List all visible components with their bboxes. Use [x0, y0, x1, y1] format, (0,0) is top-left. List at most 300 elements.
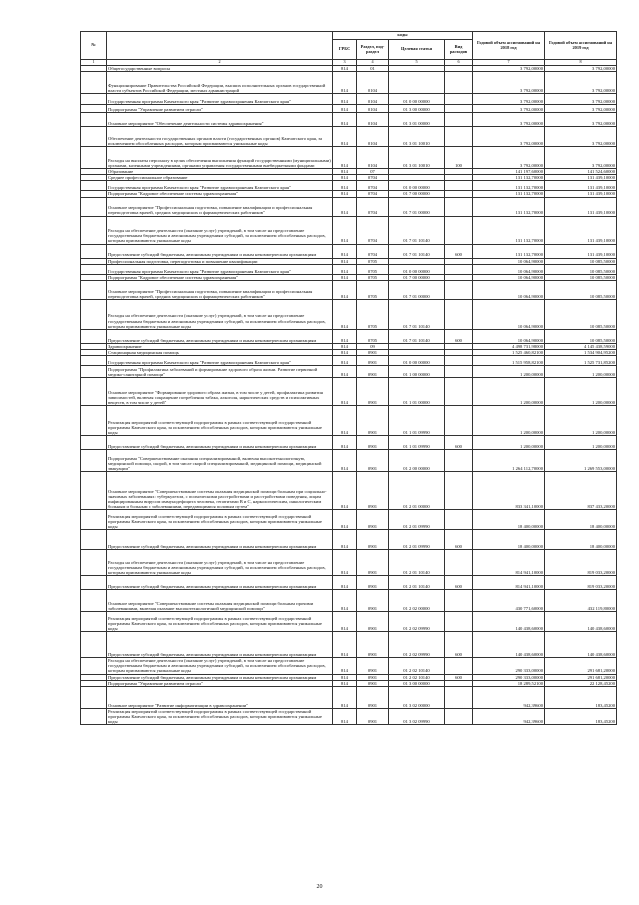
row-name-cell: Расходы на обеспечение деятельности (оказание услуг) учреждений, в том числе на предоставление государственным бюджетным и автономным учреждениям субсидий, за исключением обособленных расходов, которым присваиваются уникальные коды	[107, 216, 333, 244]
row-name-cell: Профессиональная подготовка, переподготовка и повышение квалификации	[107, 258, 333, 264]
row-grbs-cell: 814	[333, 674, 357, 680]
row-2019-amount-cell: 3 792,00000	[545, 105, 617, 113]
row-target-article-cell: 01 1 01 09990	[389, 406, 445, 436]
row-2018-amount-cell: 131 132,70000	[473, 191, 545, 197]
row-grbs-cell: 814	[333, 349, 357, 355]
row-expense-type-cell	[445, 72, 473, 94]
row-name-cell: Основное мероприятие "Профессиональная подготовка, повышение квалификации и профессиональная переподготовка врачей, средних медицинских и фармацевтических работников"	[107, 280, 333, 299]
row-2018-amount-cell: 430 771,60000	[473, 590, 545, 612]
row-expense-type-cell	[445, 197, 473, 216]
row-expense-type-cell	[445, 113, 473, 127]
row-2018-amount-cell: 833 341,10000	[473, 472, 545, 510]
row-grbs-cell: 814	[333, 510, 357, 530]
header-expense-type: Вид расходов	[445, 40, 473, 60]
table-row	[81, 406, 617, 436]
row-target-article-cell: 01 2 00 00000	[389, 450, 445, 472]
row-target-article-cell: 01 0 00 00000	[389, 181, 445, 191]
row-razdel-cell: 0901	[357, 378, 389, 406]
row-2019-amount-cell: 819 033,20000	[545, 550, 617, 576]
row-2018-amount-cell: 942,39600	[473, 708, 545, 724]
row-number-cell	[81, 216, 107, 244]
row-2019-amount-cell: 183,45200	[545, 708, 617, 724]
row-target-article-cell: 01 7 00 00000	[389, 191, 445, 197]
row-target-article-cell: 01 0 00 00000	[389, 264, 445, 274]
row-2018-amount-cell: 18 289,52100	[473, 680, 545, 686]
table-row	[81, 181, 617, 191]
row-grbs-cell: 814	[333, 590, 357, 612]
row-grbs-cell: 814	[333, 66, 357, 72]
row-name-cell: Среднее профессиональное образование	[107, 175, 333, 181]
row-number-cell	[81, 686, 107, 708]
row-2019-amount-cell: 1 200,00000	[545, 406, 617, 436]
row-2019-amount-cell: 140 438,60000	[545, 632, 617, 658]
row-2019-amount-cell: 183,45200	[545, 686, 617, 708]
row-name-cell: Реализация мероприятий соответствующей подпрограммы в рамках соответствующей государственной программы Камчатского края, за исключением обособленных расходов, которым присваиваются уникальные коды	[107, 612, 333, 632]
row-number-cell	[81, 244, 107, 258]
row-number-cell	[81, 280, 107, 299]
row-number-cell	[81, 436, 107, 450]
row-razdel-cell: 0901	[357, 366, 389, 378]
row-grbs-cell: 814	[333, 378, 357, 406]
row-name-cell: Основное мероприятие "Формирование здорового образа жизни, в том числе у детей, профилактика развития зависимостей, включая сокращение потребления табака, алкоголя, наркотических средств и психоактивных веществ, в том числе у детей"	[107, 378, 333, 406]
row-target-article-cell: 01 2 02 00000	[389, 590, 445, 612]
row-2019-amount-cell: 837 433,20000	[545, 472, 617, 510]
row-name-cell: Расходы на обеспечение деятельности (оказание услуг) учреждений, в том числе на предоставление государственным бюджетным и автономным учреждениям субсидий, за исключением обособленных расходов, которым присваиваются уникальные коды	[107, 658, 333, 674]
table-row	[81, 436, 617, 450]
row-target-article-cell: 01 3 01 10010	[389, 127, 445, 147]
row-number-cell	[81, 356, 107, 366]
table-row	[81, 576, 617, 590]
row-2018-amount-cell: 290 333,00000	[473, 674, 545, 680]
row-target-article-cell: 01 2 02 10140	[389, 674, 445, 680]
row-2018-amount-cell: 3 792,00000	[473, 94, 545, 105]
row-grbs-cell: 814	[333, 169, 357, 175]
row-name-cell: Подпрограмма "Совершенствование оказания специализированной, включая высокотехнологичную, медицинской помощи, скорой, в том числе скорой специализированной, медицинской помощи, медицинской эвакуации"	[107, 450, 333, 472]
row-2019-amount-cell: 131 439,10000	[545, 181, 617, 191]
row-razdel-cell: 0104	[357, 94, 389, 105]
row-2018-amount-cell: 1 200,00000	[473, 436, 545, 450]
row-number-cell	[81, 472, 107, 510]
row-razdel-cell: 0705	[357, 329, 389, 343]
row-expense-type-cell: 600	[445, 576, 473, 590]
column-number-cell: 7	[473, 60, 545, 66]
row-target-article-cell: 01 3 00 00000	[389, 680, 445, 686]
row-expense-type-cell	[445, 406, 473, 436]
row-2019-amount-cell: 140 438,60000	[545, 612, 617, 632]
row-grbs-cell: 814	[333, 576, 357, 590]
row-name-cell: Основное мероприятие "Совершенствование системы оказания медицинской помощи больным при социально-значимых заболеваниях: туберкулезом, с психическими расстройствами и расстройствами поведения, лицам инфицированным вирусом иммунодефицита человека, гепатитами В и С, наркологическим, онкологическим больным и больным с заболеваниями, передающимися половым путем"	[107, 472, 333, 510]
table-row	[81, 105, 617, 113]
row-grbs-cell: 814	[333, 472, 357, 510]
row-razdel-cell: 0704	[357, 216, 389, 244]
row-grbs-cell: 814	[333, 258, 357, 264]
row-target-article-cell: 01 2 01 00000	[389, 472, 445, 510]
table-row	[81, 113, 617, 127]
header-razdel: Раздел, под-раздел	[357, 40, 389, 60]
table-row	[81, 94, 617, 105]
row-2018-amount-cell: 3 792,00000	[473, 66, 545, 72]
row-name-cell: Основное мероприятие "Обеспечение деятельности системы здравоохранения"	[107, 113, 333, 127]
row-2018-amount-cell: 1 515 958,82100	[473, 356, 545, 366]
row-expense-type-cell	[445, 450, 473, 472]
row-2018-amount-cell: 10 064,90000	[473, 280, 545, 299]
row-razdel-cell: 0901	[357, 349, 389, 355]
row-2018-amount-cell: 10 064,90000	[473, 299, 545, 329]
row-number-cell	[81, 127, 107, 147]
row-number-cell	[81, 510, 107, 530]
row-expense-type-cell	[445, 686, 473, 708]
row-name-cell: Подпрограмма "Управление развитием отрасли"	[107, 680, 333, 686]
row-razdel-cell: 0104	[357, 72, 389, 94]
row-2018-amount-cell: 942,39600	[473, 686, 545, 708]
row-target-article-cell: 01 7 01 00000	[389, 280, 445, 299]
row-name-cell: Подпрограмма "Кадровое обеспечение системы здравоохранения"	[107, 191, 333, 197]
header-target-article: Целевая статья	[389, 40, 445, 60]
row-grbs-cell: 814	[333, 105, 357, 113]
row-number-cell	[81, 197, 107, 216]
row-target-article-cell: 01 2 01 09990	[389, 530, 445, 550]
row-2018-amount-cell: 140 438,60000	[473, 632, 545, 658]
table-row	[81, 708, 617, 724]
table-row	[81, 366, 617, 378]
row-2019-amount-cell: 291 681,20000	[545, 674, 617, 680]
row-expense-type-cell	[445, 216, 473, 244]
row-name-cell: Стационарная медицинская помощь	[107, 349, 333, 355]
header-2019: Годовой объем ассигнований на 2019 год	[545, 32, 617, 60]
row-name-cell: Расходы на выплаты персоналу в целях обеспечения выполнения функций государственными (муниципальными) органами, казенными учреждениями, органами управления государственными внебюджетными фондами	[107, 147, 333, 169]
row-razdel-cell: 0705	[357, 280, 389, 299]
row-razdel-cell: 0901	[357, 530, 389, 550]
row-expense-type-cell	[445, 658, 473, 674]
row-2019-amount-cell: 3 792,00000	[545, 66, 617, 72]
column-number-cell: 2	[107, 60, 333, 66]
row-grbs-cell: 814	[333, 406, 357, 436]
row-name-cell: Предоставление субсидий бюджетным, автономным учреждениям и иным некоммерческим организациям	[107, 436, 333, 450]
row-2018-amount-cell: 10 064,90000	[473, 329, 545, 343]
row-2018-amount-cell: 3 792,00000	[473, 105, 545, 113]
row-target-article-cell: 01 7 00 00000	[389, 274, 445, 280]
row-2019-amount-cell: 1 525 731,85200	[545, 356, 617, 366]
row-name-cell: Государственная программа Камчатского края "Развитие здравоохранения Камчатского края"	[107, 94, 333, 105]
row-target-article-cell: 01 7 01 00000	[389, 197, 445, 216]
row-razdel-cell: 0901	[357, 632, 389, 658]
row-grbs-cell: 814	[333, 632, 357, 658]
row-2018-amount-cell: 3 792,00000	[473, 147, 545, 169]
row-razdel-cell: 0704	[357, 175, 389, 181]
row-number-cell	[81, 147, 107, 169]
row-expense-type-cell	[445, 181, 473, 191]
row-2018-amount-cell: 131 132,70000	[473, 244, 545, 258]
column-number-cell: 5	[389, 60, 445, 66]
row-target-article-cell: 01 2 01 10140	[389, 576, 445, 590]
table-row	[81, 216, 617, 244]
row-expense-type-cell: 600	[445, 632, 473, 658]
row-target-article-cell: 01 7 01 10140	[389, 216, 445, 244]
row-target-article-cell: 01 0 00 00000	[389, 356, 445, 366]
row-target-article-cell: 01 1 01 09990	[389, 436, 445, 450]
row-target-article-cell: 01 2 01 09990	[389, 510, 445, 530]
row-number-cell	[81, 658, 107, 674]
row-grbs-cell: 814	[333, 550, 357, 576]
row-grbs-cell: 814	[333, 191, 357, 197]
row-razdel-cell: 0705	[357, 299, 389, 329]
row-razdel-cell: 0901	[357, 674, 389, 680]
row-target-article-cell: 01 2 02 10140	[389, 658, 445, 674]
row-razdel-cell: 0901	[357, 576, 389, 590]
row-2019-amount-cell: 3 792,00000	[545, 72, 617, 94]
row-name-cell: Образование	[107, 169, 333, 175]
row-name-cell: Предоставление субсидий бюджетным, автономным учреждениям и иным некоммерческим организациям	[107, 576, 333, 590]
row-target-article-cell: 01 2 02 09990	[389, 632, 445, 658]
row-grbs-cell: 814	[333, 612, 357, 632]
row-name-cell: Основное мероприятие "Профессиональная подготовка, повышение квалификации и профессиональная переподготовка врачей, средних медицинских и фармацевтических работников"	[107, 197, 333, 216]
row-expense-type-cell: 600	[445, 436, 473, 450]
table-row	[81, 530, 617, 550]
row-2019-amount-cell: 291 681,20000	[545, 658, 617, 674]
row-number-cell	[81, 113, 107, 127]
row-2018-amount-cell: 4 498 731,98000	[473, 343, 545, 349]
row-name-cell: Предоставление субсидий бюджетным, автономным учреждениям и иным некоммерческим организациям	[107, 530, 333, 550]
row-2018-amount-cell: 1 525 460,82100	[473, 349, 545, 355]
row-name-cell: Подпрограмма "Профилактика заболеваний и формирование здорового образа жизни. Развитие первичной медико-санитарной помощи"	[107, 366, 333, 378]
table-row	[81, 378, 617, 406]
row-name-cell: Государственная программа Камчатского края "Развитие здравоохранения Камчатского края"	[107, 264, 333, 274]
row-name-cell: Подпрограмма "Кадровое обеспечение системы здравоохранения"	[107, 274, 333, 280]
row-expense-type-cell	[445, 366, 473, 378]
row-name-cell: Функционирование Правительства Российской Федерации, высших исполнительных органов государственной власти субъектов Российской Федерации, местных администраций	[107, 72, 333, 94]
column-number-cell: 8	[545, 60, 617, 66]
row-grbs-cell: 814	[333, 686, 357, 708]
row-expense-type-cell	[445, 356, 473, 366]
row-grbs-cell: 814	[333, 450, 357, 472]
row-grbs-cell: 814	[333, 197, 357, 216]
row-name-cell: Расходы на обеспечение деятельности (оказание услуг) учреждений, в том числе на предоставление государственным бюджетным и автономным учреждениям субсидий, за исключением обособленных расходов, которым присваиваются уникальные коды	[107, 550, 333, 576]
row-2019-amount-cell: 10 085,50000	[545, 280, 617, 299]
row-grbs-cell: 814	[333, 181, 357, 191]
row-2018-amount-cell: 18 400,00000	[473, 530, 545, 550]
row-2018-amount-cell: 18 400,00000	[473, 510, 545, 530]
header-codes-group: коды	[333, 32, 473, 40]
row-name-cell: Реализация мероприятий соответствующей подпрограммы в рамках соответствующей государственной программы Камчатского края, за исключением обособленных расходов, которым присваиваются уникальные коды	[107, 708, 333, 724]
row-2019-amount-cell: 10 085,50000	[545, 274, 617, 280]
row-2018-amount-cell: 290 333,00000	[473, 658, 545, 674]
row-2019-amount-cell: 1 269 553,00000	[545, 450, 617, 472]
row-number-cell	[81, 366, 107, 378]
row-target-article-cell: 01 3 02 00000	[389, 686, 445, 708]
row-2019-amount-cell: 1 200,00000	[545, 436, 617, 450]
row-razdel-cell: 0901	[357, 612, 389, 632]
row-name-cell: Государственная программа Камчатского края "Развитие здравоохранения Камчатского края"	[107, 356, 333, 366]
row-expense-type-cell	[445, 550, 473, 576]
table-body	[81, 66, 617, 725]
row-razdel-cell: 0901	[357, 658, 389, 674]
row-number-cell	[81, 406, 107, 436]
row-grbs-cell: 814	[333, 127, 357, 147]
row-name-cell: Общегосударственные вопросы	[107, 66, 333, 72]
table-row	[81, 450, 617, 472]
row-2019-amount-cell: 1 534 904,95200	[545, 349, 617, 355]
row-2018-amount-cell: 3 792,00000	[473, 113, 545, 127]
table-row	[81, 612, 617, 632]
row-2019-amount-cell: 141 524,60000	[545, 169, 617, 175]
table-row	[81, 356, 617, 366]
row-grbs-cell: 814	[333, 343, 357, 349]
table-row	[81, 299, 617, 329]
column-number-cell: 6	[445, 60, 473, 66]
row-razdel-cell: 07	[357, 169, 389, 175]
row-number-cell	[81, 576, 107, 590]
row-grbs-cell: 814	[333, 329, 357, 343]
row-expense-type-cell	[445, 94, 473, 105]
row-2019-amount-cell: 131 439,10000	[545, 175, 617, 181]
row-expense-type-cell	[445, 299, 473, 329]
row-grbs-cell: 814	[333, 175, 357, 181]
row-expense-type-cell: 600	[445, 674, 473, 680]
row-razdel-cell: 0901	[357, 680, 389, 686]
row-grbs-cell: 814	[333, 274, 357, 280]
row-name-cell: Основное мероприятие "Совершенствование системы оказания медицинской помощи больным прочими заболеваниями, включая оказание высокотехнологичной медицинской помощи"	[107, 590, 333, 612]
table-row	[81, 72, 617, 94]
row-razdel-cell: 0704	[357, 197, 389, 216]
table-row	[81, 244, 617, 258]
row-expense-type-cell	[445, 472, 473, 510]
table-row	[81, 280, 617, 299]
row-target-article-cell: 01 2 02 09990	[389, 612, 445, 632]
table-row	[81, 197, 617, 216]
row-razdel-cell: 0901	[357, 550, 389, 576]
row-2018-amount-cell: 131 132,70000	[473, 197, 545, 216]
row-2019-amount-cell: 10 085,50000	[545, 258, 617, 264]
row-grbs-cell: 814	[333, 113, 357, 127]
row-2019-amount-cell: 131 439,10000	[545, 216, 617, 244]
row-2018-amount-cell: 131 132,70000	[473, 216, 545, 244]
row-target-article-cell	[389, 72, 445, 94]
row-grbs-cell: 814	[333, 708, 357, 724]
row-number-cell	[81, 632, 107, 658]
row-2019-amount-cell: 131 439,10000	[545, 244, 617, 258]
row-razdel-cell: 0901	[357, 708, 389, 724]
row-2018-amount-cell: 814 941,10000	[473, 550, 545, 576]
row-name-cell: Реализация мероприятий соответствующей подпрограммы в рамках соответствующей государственной программы Камчатского края, за исключением обособленных расходов, которым присваиваются уникальные коды	[107, 406, 333, 436]
row-2019-amount-cell: 1 200,00000	[545, 366, 617, 378]
row-expense-type-cell: 600	[445, 244, 473, 258]
row-2019-amount-cell: 10 085,50000	[545, 329, 617, 343]
row-grbs-cell: 814	[333, 299, 357, 329]
row-grbs-cell: 814	[333, 216, 357, 244]
row-target-article-cell: 01 3 02 09990	[389, 708, 445, 724]
row-2019-amount-cell: 3 792,00000	[545, 147, 617, 169]
row-expense-type-cell: 100	[445, 147, 473, 169]
table-row	[81, 127, 617, 147]
row-2019-amount-cell: 22 128,45200	[545, 680, 617, 686]
row-2018-amount-cell: 131 132,70000	[473, 175, 545, 181]
row-2018-amount-cell: 140 438,60000	[473, 612, 545, 632]
row-name-cell: Предоставление субсидий бюджетным, автономным учреждениям и иным некоммерческим организациям	[107, 674, 333, 680]
row-2019-amount-cell: 4 145 438,59000	[545, 343, 617, 349]
row-grbs-cell: 814	[333, 147, 357, 169]
row-number-cell	[81, 181, 107, 191]
row-razdel-cell: 0901	[357, 436, 389, 450]
budget-table	[80, 31, 617, 725]
row-2019-amount-cell: 10 085,50000	[545, 264, 617, 274]
row-target-article-cell: 01 7 01 10140	[389, 329, 445, 343]
row-2018-amount-cell: 10 064,90000	[473, 264, 545, 274]
row-2018-amount-cell: 3 792,00000	[473, 127, 545, 147]
row-name-cell: Государственная программа Камчатского края "Развитие здравоохранения Камчатского края"	[107, 181, 333, 191]
row-grbs-cell: 814	[333, 94, 357, 105]
row-expense-type-cell	[445, 105, 473, 113]
row-razdel-cell: 0705	[357, 264, 389, 274]
row-number-cell	[81, 329, 107, 343]
row-name-cell: Подпрограмма "Управление развитием отрасли"	[107, 105, 333, 113]
row-razdel-cell: 0901	[357, 510, 389, 530]
row-number-cell	[81, 299, 107, 329]
row-razdel-cell: 01	[357, 66, 389, 72]
row-grbs-cell: 814	[333, 658, 357, 674]
row-2019-amount-cell: 432 119,80000	[545, 590, 617, 612]
table-row	[81, 329, 617, 343]
row-target-article-cell: 01 3 01 10010	[389, 147, 445, 169]
row-target-article-cell: 01 3 01 00000	[389, 113, 445, 127]
row-razdel-cell: 0704	[357, 181, 389, 191]
row-2019-amount-cell: 18 400,00000	[545, 530, 617, 550]
row-expense-type-cell	[445, 612, 473, 632]
row-number-cell	[81, 612, 107, 632]
row-number-cell	[81, 264, 107, 274]
row-grbs-cell: 814	[333, 530, 357, 550]
table-row	[81, 632, 617, 658]
row-grbs-cell: 814	[333, 264, 357, 274]
row-razdel-cell: 0104	[357, 127, 389, 147]
row-number-cell	[81, 590, 107, 612]
row-2019-amount-cell: 131 439,10000	[545, 191, 617, 197]
table-row	[81, 550, 617, 576]
row-2019-amount-cell: 819 033,20000	[545, 576, 617, 590]
row-razdel-cell: 0901	[357, 356, 389, 366]
row-grbs-cell: 814	[333, 366, 357, 378]
header-grbs: ГРБС	[333, 40, 357, 60]
row-grbs-cell: 814	[333, 72, 357, 94]
row-razdel-cell: 0104	[357, 147, 389, 169]
row-name-cell: Предоставление субсидий бюджетным, автономным учреждениям и иным некоммерческим организациям	[107, 632, 333, 658]
table-row	[81, 264, 617, 274]
row-2019-amount-cell: 131 439,10000	[545, 197, 617, 216]
row-grbs-cell: 814	[333, 356, 357, 366]
row-razdel-cell: 0901	[357, 472, 389, 510]
row-2018-amount-cell: 3 792,00000	[473, 72, 545, 94]
page-number: 20	[316, 884, 323, 890]
row-target-article-cell: 01 2 01 10140	[389, 550, 445, 576]
row-target-article-cell: 01 1 00 00000	[389, 366, 445, 378]
row-razdel-cell: 0104	[357, 113, 389, 127]
table-row	[81, 686, 617, 708]
row-expense-type-cell	[445, 590, 473, 612]
row-name-cell: Расходы на обеспечение деятельности (оказание услуг) учреждений, в том числе на предоставление государственным бюджетным и автономным учреждениям субсидий, за исключением обособленных расходов, которым присваиваются уникальные коды	[107, 299, 333, 329]
row-target-article-cell: 01 7 01 10140	[389, 244, 445, 258]
row-name-cell: Реализация мероприятий соответствующей подпрограммы в рамках соответствующей государственной программы Камчатского края, за исключением обособленных расходов, которым присваиваются уникальные коды	[107, 510, 333, 530]
row-name-cell: Здравоохранение	[107, 343, 333, 349]
row-number-cell	[81, 450, 107, 472]
row-2018-amount-cell: 1 200,00000	[473, 406, 545, 436]
row-expense-type-cell: 600	[445, 329, 473, 343]
header-2018: Годовой объем ассигнований на 2018 год	[473, 32, 545, 60]
row-number-cell	[81, 708, 107, 724]
column-number-cell: 4	[357, 60, 389, 66]
row-name-cell: Обеспечение деятельности государственных органов власти (государственных органов) Камчатского края, за исключением обособленных расходов, которым присваиваются уникальные коды	[107, 127, 333, 147]
row-number-cell	[81, 530, 107, 550]
row-razdel-cell: 0104	[357, 105, 389, 113]
row-2019-amount-cell: 3 792,00000	[545, 127, 617, 147]
